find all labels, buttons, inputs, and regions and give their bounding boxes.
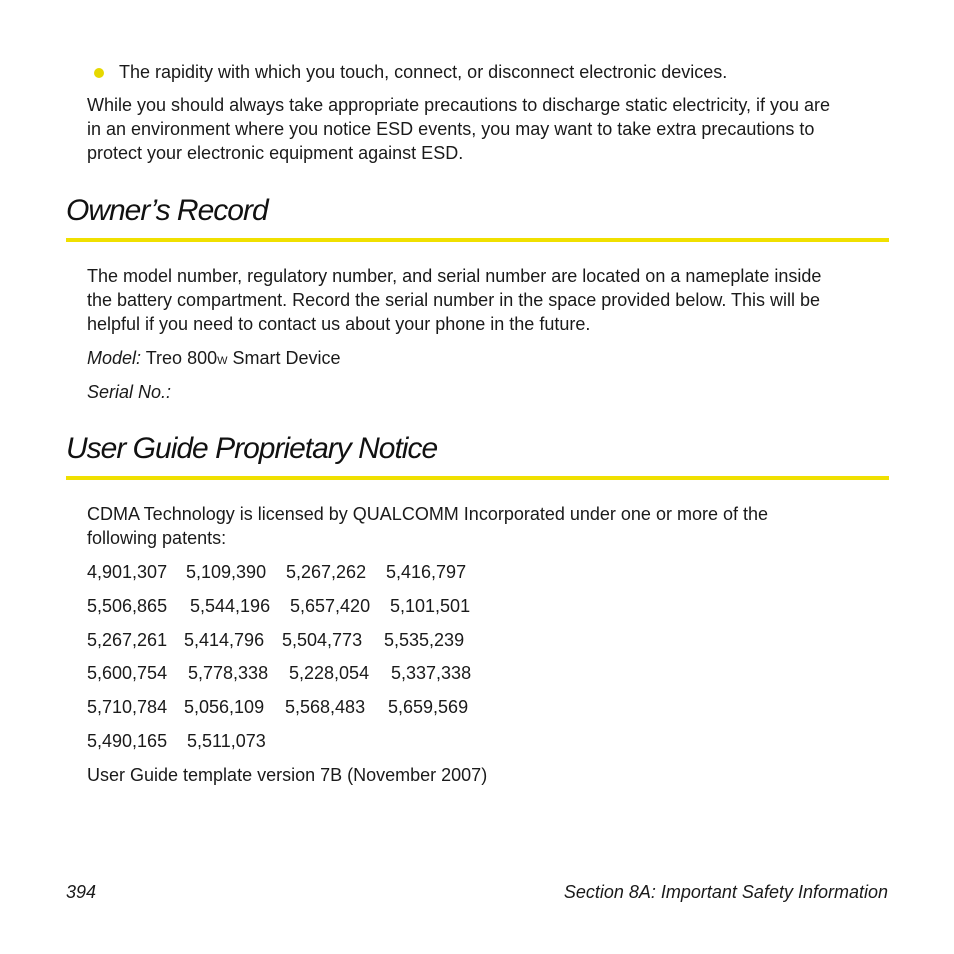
patent-number: 5,267,261 (87, 630, 168, 650)
patent-number: 5,267,262 (286, 562, 367, 582)
owners-record-heading: Owner’s Record (66, 194, 268, 227)
heading-rule (66, 476, 889, 480)
patent-number: 5,228,054 (289, 663, 370, 683)
patent-number: 5,101,501 (390, 596, 471, 616)
patent-number: 5,504,773 (282, 630, 363, 650)
patent-number: 5,511,073 (187, 731, 266, 751)
patent-row (87, 695, 587, 719)
paragraph-line: While you should always take appropriate precautions to discharge static electricity, if you are (87, 95, 831, 115)
section-title: Section 8A: Important Safety Information (563, 882, 888, 902)
patent-number: 5,109,390 (186, 562, 267, 582)
proprietary-notice-heading: User Guide Proprietary Notice (66, 432, 438, 465)
model-suffix: Smart Device (232, 348, 341, 368)
bullet-icon (94, 68, 104, 78)
proprietary-notice-paragraph (87, 502, 892, 550)
model-name: Treo 800 (145, 348, 218, 368)
patent-row (87, 594, 587, 618)
patent-number: 5,414,796 (184, 630, 265, 650)
patent-number: 5,535,239 (384, 630, 465, 650)
patent-number: 5,506,865 (87, 596, 168, 616)
paragraph-line: helpful if you need to contact us about your phone in the future. (87, 314, 591, 334)
patent-number: 5,337,338 (391, 663, 472, 683)
model-label: Model: (87, 348, 142, 368)
patent-number: 5,657,420 (290, 596, 371, 616)
model-subscript: W (217, 355, 228, 367)
paragraph-line: the battery compartment. Record the serial number in the space provided below. This will be (87, 290, 821, 310)
patent-number: 5,544,196 (190, 596, 271, 616)
paragraph-line: protect your electronic equipment against ESD. (87, 143, 464, 163)
owners-record-paragraph (87, 264, 892, 336)
patent-number: 5,778,338 (188, 663, 269, 683)
patent-number: 4,901,307 (87, 562, 168, 582)
patent-row (87, 661, 587, 685)
patent-row (87, 729, 587, 753)
patent-row (87, 628, 587, 652)
patent-number: 5,600,754 (87, 663, 168, 683)
patent-number: 5,710,784 (87, 697, 168, 717)
esd-paragraph (87, 93, 892, 165)
paragraph-line: CDMA Technology is licensed by QUALCOMM Incorporated under one or more of the (87, 504, 768, 524)
patent-number: 5,416,797 (386, 562, 467, 582)
patent-number: 5,490,165 (87, 731, 168, 751)
bullet-text: The rapidity with which you touch, connect, or disconnect electronic devices. (119, 62, 728, 82)
serial-field (87, 380, 171, 404)
model-field (87, 346, 341, 373)
serial-label: Serial No.: (87, 382, 172, 402)
heading-rule (66, 238, 889, 242)
page-number: 394 (66, 882, 97, 902)
paragraph-line: following patents: (87, 528, 227, 548)
patent-row (87, 560, 587, 584)
patent-number: 5,568,483 (285, 697, 366, 717)
patent-number: 5,659,569 (388, 697, 469, 717)
paragraph-line: in an environment where you notice ESD events, you may want to take extra precautions to (87, 119, 815, 139)
patent-number: 5,056,109 (184, 697, 265, 717)
template-version: User Guide template version 7B (November 2007) (87, 765, 488, 785)
paragraph-line: The model number, regulatory number, and serial number are located on a nameplate inside (87, 266, 822, 286)
